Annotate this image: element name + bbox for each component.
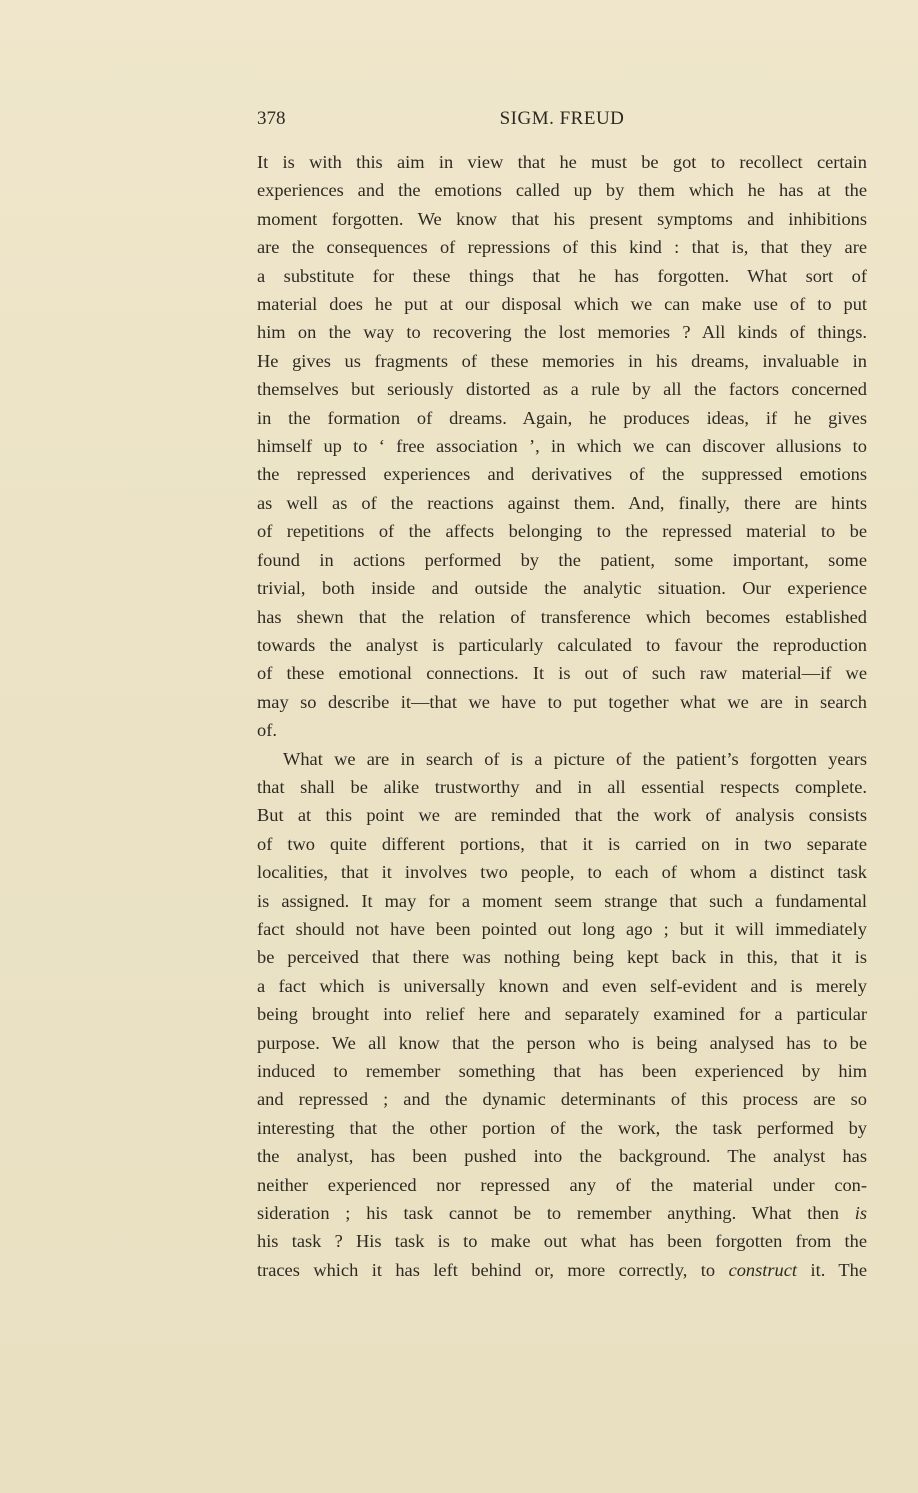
text-line: may so describe it—that we have to put together what we are in search: [257, 691, 867, 712]
text-line: him on the way to recovering the lost memories ? All kinds of things.: [257, 322, 867, 343]
text-fragment: sideration ; his task cannot be to remember anything. What then: [257, 1203, 839, 1224]
text-line: and repressed ; and the dynamic determinants of this process are so: [257, 1089, 867, 1110]
text-line: material does he put at our disposal which we can make use of to put: [257, 294, 867, 315]
text-line: moment forgotten. We know that his present symptoms and inhibitions: [257, 208, 867, 229]
text-line: are the consequences of repressions of this kind : that is, that they are: [257, 237, 867, 258]
paragraph-1: [257, 148, 867, 745]
italic-word: construct: [728, 1259, 798, 1280]
paragraph-2: [257, 745, 867, 1285]
text-line: But at this point we are reminded that the work of analysis consists: [257, 805, 867, 826]
text-line: being brought into relief here and separately examined for a particular: [257, 1004, 867, 1025]
text-fragment: traces which it has left behind or, more correctly, to: [257, 1259, 716, 1280]
text-line: be perceived that there was nothing being kept back in this, that it is: [257, 947, 867, 968]
page-number: 378: [257, 108, 286, 129]
text-line: He gives us fragments of these memories in his dreams, invaluable in: [257, 350, 867, 371]
text-line: fact should not have been pointed out long ago ; but it will immediately: [257, 918, 867, 939]
text-line: as well as of the reactions against them. And, finally, there are hints: [257, 492, 867, 513]
text-fragment: it. The: [810, 1259, 867, 1280]
text-line: the analyst, has been pushed into the background. The analyst has: [257, 1146, 867, 1167]
text-line: of two quite different portions, that it is carried on in two separate: [257, 833, 867, 854]
text-line: It is with this aim in view that he must be got to recollect certain: [257, 152, 867, 172]
text-line: induced to remember something that has been experienced by him: [257, 1061, 867, 1081]
text-line: has shewn that the relation of transference which becomes established: [257, 606, 867, 627]
text-line: towards the analyst is particularly calculated to favour the reproduction: [257, 634, 867, 655]
text-line: a fact which is universally known and even self-evident and is merely: [257, 975, 867, 996]
text-line: that shall be alike trustworthy and in all essential respects complete.: [257, 776, 867, 797]
italic-word: is: [854, 1203, 867, 1224]
text-line: localities, that it involves two people, to each of whom a distinct task: [257, 862, 867, 883]
text-line: purpose. We all know that the person who is being analysed has to be: [257, 1032, 867, 1053]
text-line: trivial, both inside and outside the analytic situation. Our experience: [257, 578, 867, 599]
text-line: himself up to ‘ free association ’, in which we can discover allusions to: [257, 436, 867, 457]
text-line: a substitute for these things that he has forgotten. What sort of: [257, 265, 867, 286]
text-line: interesting that the other portion of the work, the task performed by: [257, 1117, 867, 1138]
text-line: of these emotional connections. It is out of such raw material—if we: [257, 663, 867, 684]
text-line: in the formation of dreams. Again, he produces ideas, if he gives: [257, 407, 867, 428]
text-line: What we are in search of is a picture of the patient’s forgotten years: [283, 748, 867, 769]
text-line: [257, 1256, 867, 1284]
text-line: is assigned. It may for a moment seem strange that such a fundamental: [257, 890, 867, 911]
text-line: his task ? His task is to make out what has been forgotten from the: [257, 1231, 867, 1252]
text-line: themselves but seriously distorted as a rule by all the factors concerned: [257, 379, 867, 400]
text-line: found in actions performed by the patient, some important, some: [257, 549, 867, 570]
text-line: experiences and the emotions called up by them which he has at the: [257, 180, 867, 201]
text-line: of.: [257, 720, 277, 741]
text-line: neither experienced nor repressed any of the material under con-: [257, 1174, 867, 1195]
text-line: the repressed experiences and derivatives of the suppressed emotions: [257, 464, 867, 485]
page-header: [257, 108, 867, 136]
page-body: [257, 148, 867, 1284]
text-line: of repetitions of the affects belonging to the repressed material to be: [257, 521, 867, 542]
text-line: [257, 1199, 867, 1227]
running-head: SIGM. FREUD: [499, 108, 625, 129]
